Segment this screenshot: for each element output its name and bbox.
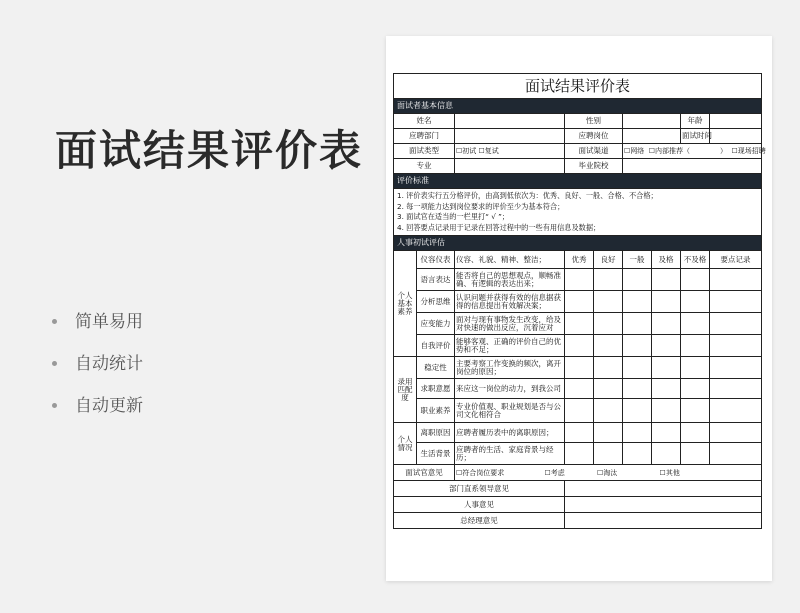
grade-cell[interactable] bbox=[623, 357, 652, 379]
grade-cell[interactable] bbox=[565, 291, 594, 313]
table-row bbox=[394, 443, 762, 465]
type-second-checkbox[interactable]: ☐复试 bbox=[478, 147, 499, 155]
feature-item: 简单易用 bbox=[52, 310, 143, 352]
notes-cell[interactable] bbox=[710, 313, 762, 335]
name-field[interactable] bbox=[455, 114, 565, 129]
grade-header: 要点记录 bbox=[710, 251, 762, 269]
grade-cell[interactable] bbox=[652, 313, 681, 335]
grade-cell[interactable] bbox=[594, 291, 623, 313]
feature-list bbox=[52, 310, 143, 436]
school-label: 毕业院校 bbox=[565, 159, 623, 174]
opinion-fit-checkbox[interactable]: ☐符合岗位要求 bbox=[456, 468, 505, 477]
gender-field[interactable] bbox=[623, 114, 681, 129]
table-row bbox=[394, 251, 762, 269]
grade-cell[interactable] bbox=[565, 399, 594, 423]
row-desc: 应聘者的生活、家庭背景与经历； bbox=[455, 443, 565, 465]
table-row bbox=[394, 399, 762, 423]
grade-cell[interactable] bbox=[594, 269, 623, 291]
hr-opinion-label: 人事意见 bbox=[394, 497, 565, 513]
table-row bbox=[394, 114, 762, 129]
notes-cell[interactable] bbox=[710, 443, 762, 465]
table-row bbox=[394, 159, 762, 174]
channel-label: 面试渠道 bbox=[565, 144, 623, 159]
grade-header: 不及格 bbox=[681, 251, 710, 269]
section-hr-eval: 人事初试评估 bbox=[394, 236, 762, 251]
notes-cell[interactable] bbox=[710, 269, 762, 291]
grade-cell[interactable] bbox=[623, 443, 652, 465]
grade-cell[interactable] bbox=[565, 443, 594, 465]
grade-cell[interactable] bbox=[565, 269, 594, 291]
table-row bbox=[394, 357, 762, 379]
major-field[interactable] bbox=[455, 159, 565, 174]
grade-cell[interactable] bbox=[681, 313, 710, 335]
notes-cell[interactable] bbox=[710, 335, 762, 357]
notes-cell[interactable] bbox=[710, 399, 762, 423]
grade-cell[interactable] bbox=[565, 335, 594, 357]
grade-cell[interactable] bbox=[681, 443, 710, 465]
channel-internal-checkbox[interactable]: ☐内部推荐（ bbox=[648, 147, 691, 155]
grade-cell[interactable] bbox=[594, 443, 623, 465]
group-personal-label: 个人基本素养 bbox=[394, 251, 417, 357]
grade-header: 及格 bbox=[652, 251, 681, 269]
grade-cell[interactable] bbox=[652, 399, 681, 423]
grade-cell[interactable] bbox=[623, 379, 652, 399]
opinion-consider-checkbox[interactable]: ☐考虑 bbox=[544, 468, 565, 477]
grade-cell[interactable] bbox=[565, 379, 594, 399]
school-field[interactable] bbox=[623, 159, 762, 174]
table-row bbox=[394, 423, 762, 443]
grade-cell[interactable] bbox=[623, 269, 652, 291]
grade-cell[interactable] bbox=[623, 291, 652, 313]
row-item-label: 分析思维 bbox=[417, 291, 455, 313]
notes-cell[interactable] bbox=[710, 291, 762, 313]
gm-opinion-field[interactable] bbox=[565, 513, 762, 529]
bullet-dot-icon bbox=[52, 403, 57, 408]
table-row bbox=[394, 481, 762, 497]
row-item-label: 职业素养 bbox=[417, 399, 455, 423]
grade-cell[interactable] bbox=[681, 335, 710, 357]
age-field[interactable] bbox=[710, 114, 762, 129]
type-label: 面试类型 bbox=[394, 144, 455, 159]
age-label: 年龄 bbox=[681, 114, 710, 129]
gm-opinion-label: 总经理意见 bbox=[394, 513, 565, 529]
grade-cell[interactable] bbox=[652, 357, 681, 379]
position-label: 应聘岗位 bbox=[565, 129, 623, 144]
grade-cell[interactable] bbox=[565, 357, 594, 379]
grade-cell[interactable] bbox=[594, 313, 623, 335]
grade-cell[interactable] bbox=[623, 335, 652, 357]
row-desc: 能否将自己的思想观点，顺畅准确、有逻辑的表达出来； bbox=[455, 269, 565, 291]
row-item-label: 应变能力 bbox=[417, 313, 455, 335]
opinion-eliminate-checkbox[interactable]: ☐淘汰 bbox=[597, 468, 618, 477]
grade-cell[interactable] bbox=[652, 291, 681, 313]
grade-cell[interactable] bbox=[623, 313, 652, 335]
grade-cell[interactable] bbox=[565, 423, 594, 443]
dept-leader-field[interactable] bbox=[565, 481, 762, 497]
evaluation-form-table bbox=[393, 73, 766, 529]
section-standard: 评价标准 bbox=[394, 174, 762, 189]
table-row bbox=[394, 313, 762, 335]
grade-cell[interactable] bbox=[652, 379, 681, 399]
row-item-label: 求职意愿 bbox=[417, 379, 455, 399]
notes-cell[interactable] bbox=[710, 423, 762, 443]
promo-title: 面试结果评价表 bbox=[55, 126, 364, 175]
type-first-checkbox[interactable]: ☐初试 bbox=[456, 147, 477, 155]
channel-net-checkbox[interactable]: ☐网络 bbox=[624, 147, 645, 155]
row-desc: 专业价值观、职业规划是否与公司文化相符合 bbox=[455, 399, 565, 423]
form-title: 面试结果评价表 bbox=[394, 74, 762, 99]
row-item-label: 离职原因 bbox=[417, 423, 455, 443]
grade-cell[interactable] bbox=[681, 291, 710, 313]
grade-cell[interactable] bbox=[594, 423, 623, 443]
dept-leader-label: 部门直系领导意见 bbox=[394, 481, 565, 497]
grade-cell[interactable] bbox=[681, 379, 710, 399]
grade-cell[interactable] bbox=[652, 335, 681, 357]
opinion-other-checkbox[interactable]: ☐其他 bbox=[659, 468, 680, 477]
opinion-options[interactable] bbox=[455, 465, 762, 481]
gender-label: 性别 bbox=[565, 114, 623, 129]
channel-paren: ） bbox=[720, 147, 728, 155]
grade-cell[interactable] bbox=[652, 269, 681, 291]
row-item-label: 自我评价 bbox=[417, 335, 455, 357]
row-item-label: 生活背景 bbox=[417, 443, 455, 465]
table-row bbox=[394, 129, 762, 144]
table-row bbox=[394, 335, 762, 357]
channel-onsite-checkbox[interactable]: ☐现场招聘 bbox=[731, 147, 766, 155]
grade-header: 优秀 bbox=[565, 251, 594, 269]
group-situation-label: 个人情况 bbox=[394, 423, 417, 465]
row-desc: 认识问题并获得有效的信息据获得的信息提出有效解决案； bbox=[455, 291, 565, 313]
grade-cell[interactable] bbox=[623, 399, 652, 423]
row-desc: 仪容、礼貌、精神、整洁； bbox=[455, 251, 565, 269]
name-label: 姓名 bbox=[394, 114, 455, 129]
dept-label: 应聘部门 bbox=[394, 129, 455, 144]
table-row bbox=[394, 144, 762, 159]
hr-opinion-field[interactable] bbox=[565, 497, 762, 513]
major-label: 专业 bbox=[394, 159, 455, 174]
bullet-dot-icon bbox=[52, 361, 57, 366]
table-row bbox=[394, 291, 762, 313]
grade-cell[interactable] bbox=[623, 423, 652, 443]
opinion-label: 面试官意见 bbox=[394, 465, 455, 481]
table-row bbox=[394, 513, 762, 529]
row-desc: 应聘者履历表中的离职原因； bbox=[455, 423, 565, 443]
grade-cell[interactable] bbox=[681, 399, 710, 423]
position-field[interactable] bbox=[623, 129, 681, 144]
row-item-label: 语言表达 bbox=[417, 269, 455, 291]
section-basic-info: 面试者基本信息 bbox=[394, 99, 762, 114]
grade-cell[interactable] bbox=[594, 357, 623, 379]
grade-header: 一般 bbox=[623, 251, 652, 269]
feature-item: 自动更新 bbox=[52, 394, 143, 436]
grade-cell[interactable] bbox=[565, 313, 594, 335]
notes-cell[interactable] bbox=[710, 357, 762, 379]
standard-text: 1. 评价表实行五分格评价，由高到低依次为：优秀、良好、一般、合格、不合格； 2. 每一项能力达到岗位要求的评价至少为基本符合； 3. 面试官在适当的一栏里打“ √ ”； 4. 回答要点记录用于记录在回答过程中的一些有用信息及数据； bbox=[394, 189, 762, 236]
dept-field[interactable] bbox=[455, 129, 565, 144]
table-row bbox=[394, 497, 762, 513]
table-row bbox=[394, 269, 762, 291]
grade-cell[interactable] bbox=[594, 399, 623, 423]
grade-cell[interactable] bbox=[652, 423, 681, 443]
row-desc: 主要考察工作变换的频次，离开岗位的原因； bbox=[455, 357, 565, 379]
type-options[interactable] bbox=[455, 144, 565, 159]
grade-cell[interactable] bbox=[652, 443, 681, 465]
feature-item: 自动统计 bbox=[52, 352, 143, 394]
time-label: 面试时间 bbox=[681, 129, 710, 144]
bullet-dot-icon bbox=[52, 319, 57, 324]
grade-cell[interactable] bbox=[681, 357, 710, 379]
table-row bbox=[394, 379, 762, 399]
row-desc: 来应这一岗位的动力，到我公司 bbox=[455, 379, 565, 399]
grade-header: 良好 bbox=[594, 251, 623, 269]
time-field[interactable] bbox=[710, 129, 762, 144]
form-preview-sheet bbox=[386, 36, 772, 581]
table-row bbox=[394, 465, 762, 481]
row-item-label: 仪容仪表 bbox=[417, 251, 455, 269]
row-item-label: 稳定性 bbox=[417, 357, 455, 379]
row-desc: 面对与现有事物发生改变，给及对快速的做出反应，沉着应对 bbox=[455, 313, 565, 335]
grade-cell[interactable] bbox=[681, 423, 710, 443]
grade-cell[interactable] bbox=[594, 335, 623, 357]
group-fit-label: 录用匹配度 bbox=[394, 357, 417, 423]
grade-cell[interactable] bbox=[681, 269, 710, 291]
grade-cell[interactable] bbox=[594, 379, 623, 399]
channel-options[interactable] bbox=[623, 144, 766, 159]
notes-cell[interactable] bbox=[710, 379, 762, 399]
row-desc: 能够客观、正确的评价自己的优势和不足； bbox=[455, 335, 565, 357]
